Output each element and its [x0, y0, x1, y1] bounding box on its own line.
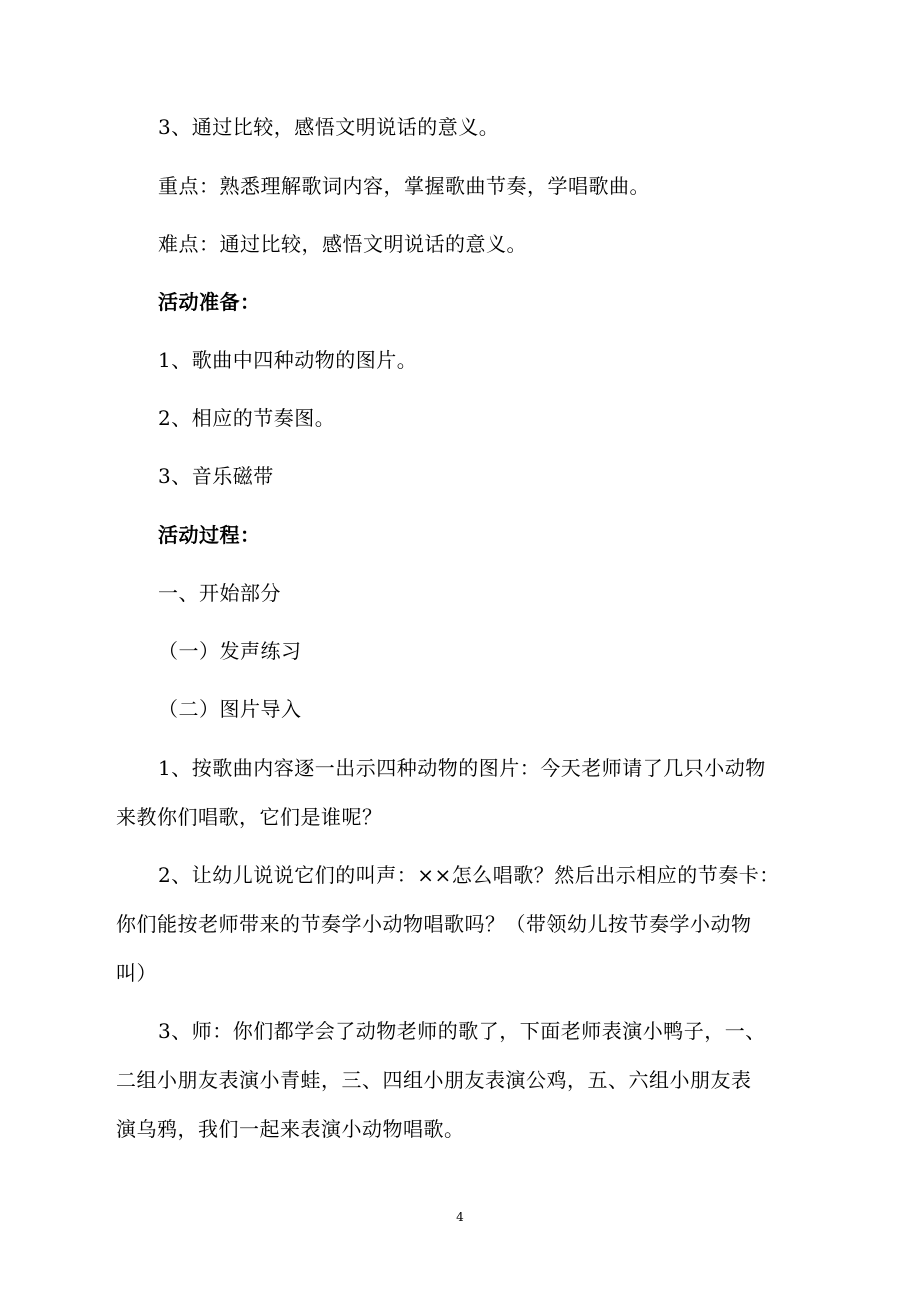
- paragraph-line: 2、让幼儿说说它们的叫声：××怎么唱歌？然后出示相应的节奏卡：: [158, 863, 780, 887]
- paragraph-line: 二组小朋友表演小青蛙，三、四组小朋友表演公鸡，五、六组小朋友表: [116, 1068, 752, 1092]
- paragraph-line: 来教你们唱歌，它们是谁呢？: [116, 805, 383, 829]
- goal-line: 3、通过比较，感悟文明说话的意义。: [158, 115, 500, 139]
- prep-item: 2、相应的节奏图。: [158, 406, 336, 430]
- paragraph-line: 你们能按老师带来的节奏学小动物唱歌吗？（带领幼儿按节奏学小动物: [116, 912, 752, 936]
- prep-item: 3、音乐磁带: [158, 464, 274, 488]
- prep-heading: 活动准备：: [158, 290, 261, 314]
- paragraph-line: 3、师：你们都学会了动物老师的歌了，下面老师表演小鸭子，一、: [158, 1019, 766, 1043]
- subsection-heading: （一）发声练习: [158, 639, 302, 663]
- prep-item: 1、歌曲中四种动物的图片。: [158, 348, 418, 372]
- section-heading: 一、开始部分: [158, 581, 281, 605]
- paragraph-line: 演乌鸦，我们一起来表演小动物唱歌。: [116, 1117, 465, 1141]
- page-number: 4: [456, 1210, 464, 1224]
- paragraph-line: 1、按歌曲内容逐一出示四种动物的图片：今天老师请了几只小动物: [158, 756, 766, 780]
- key-point: 重点：熟悉理解歌词内容，掌握歌曲节奏，学唱歌曲。: [158, 174, 650, 198]
- paragraph-line: 叫）: [116, 961, 157, 985]
- subsection-heading: （二）图片导入: [158, 697, 302, 721]
- difficulty-point: 难点：通过比较，感悟文明说话的意义。: [158, 232, 527, 256]
- process-heading: 活动过程：: [158, 523, 261, 547]
